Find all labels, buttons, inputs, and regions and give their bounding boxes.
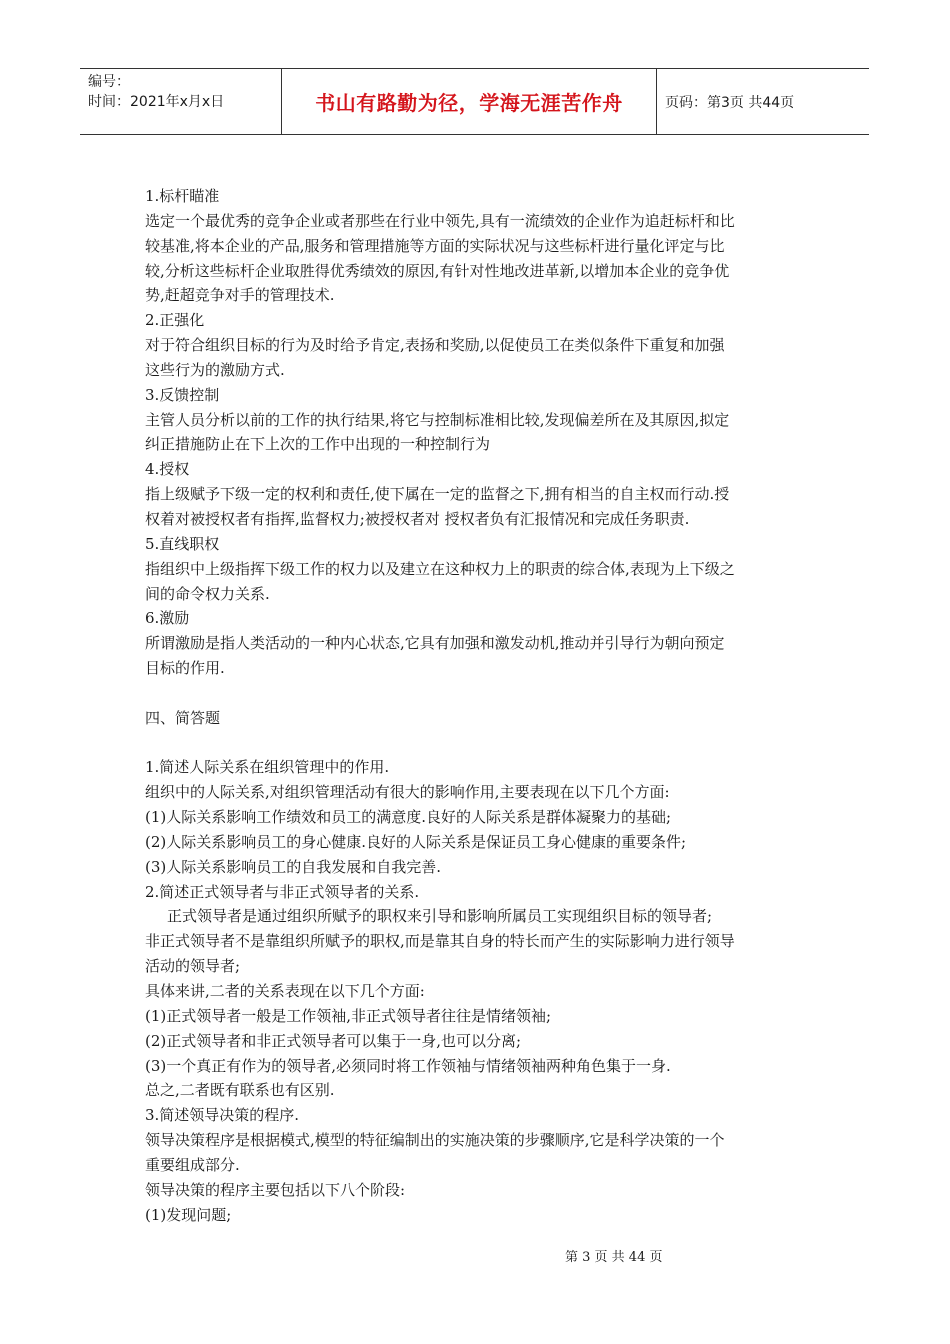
- body-line: 非正式领导者不是靠组织所赋予的职权,而是靠其自身的特长而产生的实际影响力进行领导: [145, 932, 735, 951]
- body-line: 总之,二者既有联系也有区别.: [145, 1081, 335, 1100]
- body-line: 正式领导者是通过组织所赋予的职权来引导和影响所属员工实现组织目标的领导者;: [167, 907, 713, 926]
- body-line: 领导决策程序是根据模式,模型的特征编制出的实施决策的步骤顺序,它是科学决策的一个: [145, 1131, 725, 1150]
- document-number-label: 编号：: [88, 74, 130, 90]
- body-line: 3.简述领导决策的程序.: [145, 1106, 300, 1125]
- page-header: [80, 68, 869, 135]
- body-line: 领导决策的程序主要包括以下八个阶段:: [145, 1180, 406, 1199]
- body-line: 指组织中上级指挥下级工作的权力以及建立在这种权力上的职责的综合体,表现为上下级之: [145, 559, 735, 578]
- body-line: 2.正强化: [145, 311, 205, 330]
- body-line: 所谓激励是指人类活动的一种内心状态,它具有加强和激发动机,推动并引导行为朝向预定: [145, 634, 725, 653]
- body-line: 指上级赋予下级一定的权利和责任,使下属在一定的监督之下,拥有相当的自主权而行动.授: [145, 485, 730, 504]
- body-line: 组织中的人际关系,对组织管理活动有很大的影响作用,主要表现在以下几个方面:: [145, 783, 670, 802]
- document-time-label: 时间：2021年x月x日: [88, 94, 225, 110]
- body-line: (2)人际关系影响员工的身心健康.良好的人际关系是保证员工身心健康的重要条件;: [145, 832, 687, 851]
- body-line: (3)一个真正有作为的领导者,必须同时将工作领袖与情绪领袖两种角色集于一身.: [145, 1056, 671, 1075]
- header-meta: [80, 69, 282, 134]
- body-line: 间的命令权力关系.: [145, 584, 270, 603]
- body-line: 主管人员分析以前的工作的执行结果,将它与控制标准相比较,发现偏差所在及其原因,拟定: [145, 410, 730, 429]
- body-line: 四、简答题: [145, 708, 221, 727]
- body-line: 较基准,将本企业的产品,服务和管理措施等方面的实际状况与这些标杆进行量化评定与比: [145, 236, 725, 255]
- body-line: (3)人际关系影响员工的自我发展和自我完善.: [145, 857, 442, 876]
- body-line: 5.直线职权: [145, 534, 220, 553]
- header-page-info: 页码：第3页 共44页: [665, 94, 795, 111]
- body-line: 对于符合组织目标的行为及时给予肯定,表扬和奖励,以促使员工在类似条件下重复和加强: [145, 336, 725, 355]
- body-line: 权着对被授权者有指挥,监督权力;被授权者对 授权者负有汇报情况和完成任务职责.: [145, 509, 690, 528]
- blank-line: [145, 731, 810, 756]
- body-line: 活动的领导者;: [145, 957, 241, 976]
- blank-line: [145, 681, 810, 706]
- body-line: 1.简述人际关系在组织管理中的作用.: [145, 758, 390, 777]
- body-line: 势,赶超竞争对手的管理技术.: [145, 286, 335, 305]
- body-line: 6.激励: [145, 609, 190, 628]
- body-line: (1)人际关系影响工作绩效和员工的满意度.良好的人际关系是群体凝聚力的基础;: [145, 808, 672, 827]
- document-body: [145, 184, 810, 1227]
- body-line: 重要组成部分.: [145, 1155, 240, 1174]
- body-line: 具体来讲,二者的关系表现在以下几个方面:: [145, 982, 425, 1000]
- body-line: 这些行为的激励方式.: [145, 360, 285, 379]
- body-line: 4.授权: [145, 460, 190, 479]
- body-line: 2.简述正式领导者与非正式领导者的关系.: [145, 882, 420, 901]
- body-line: (2)正式领导者和非正式领导者可以集于一身,也可以分离;: [145, 1031, 522, 1050]
- body-line: 较,分析这些标杆企业取胜得优秀绩效的原因,有针对性地改进革新,以增加本企业的竞争优: [145, 261, 730, 280]
- footer-page-number: 第 3 页 共 44 页: [565, 1250, 663, 1265]
- body-line: 1.标杆瞄准: [145, 187, 220, 205]
- body-line: 目标的作用.: [145, 659, 225, 678]
- header-motto: 书山有路勤为径，学海无涯苦作舟: [282, 69, 657, 134]
- body-line: 3.反馈控制: [145, 385, 220, 404]
- body-line: (1)发现问题;: [145, 1205, 232, 1224]
- body-line: 选定一个最优秀的竞争企业或者那些在行业中领先,具有一流绩效的企业作为追赶标杆和比: [145, 211, 735, 230]
- body-line: 纠正措施防止在下上次的工作中出现的一种控制行为: [145, 435, 491, 454]
- body-line: (1)正式领导者一般是工作领袖,非正式领导者往往是情绪领袖;: [145, 1006, 552, 1025]
